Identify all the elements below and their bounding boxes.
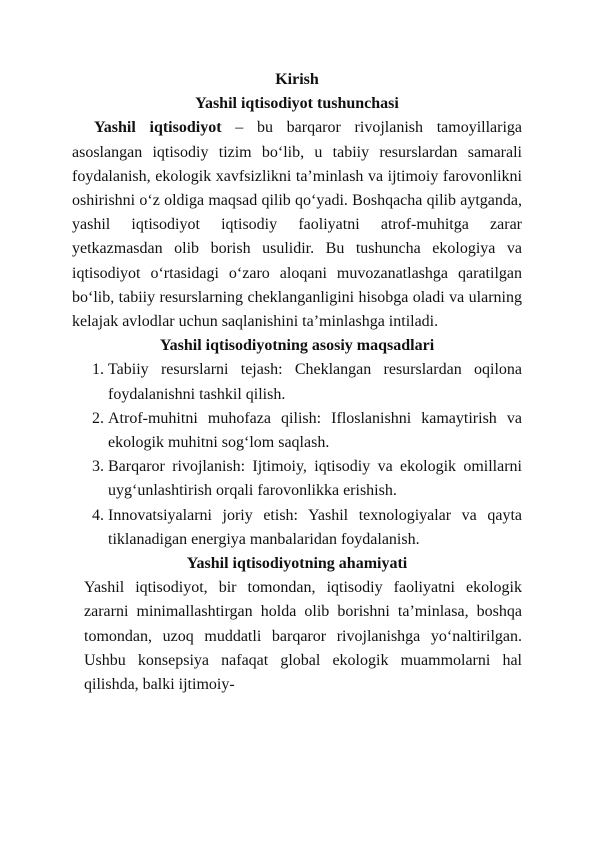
goals-list: [72, 358, 522, 552]
section-heading-goals: Yashil iqtisodiyotning asosiy maqsadlari: [159, 337, 435, 355]
section-heading-importance: Yashil iqtisodiyotning ahamiyati: [186, 555, 408, 573]
intro-term: Yashil iqtisodiyot: [94, 119, 222, 137]
goal-item: 4. Innovatsiyalarni joriy etish: Yashil texnologiyalar va qayta tiklanadigan energiya manbalaridan foydalanish.: [108, 504, 522, 552]
document-page: [72, 68, 522, 697]
goal-item: 1. Tabiiy resurslarni tejash: Cheklangan resurslardan oqilona foydalanishni tashkil qilish.: [108, 358, 522, 406]
section-heading-concept: Yashil iqtisodiyot tushunchasi: [195, 95, 399, 113]
document-title: Kirish: [275, 71, 319, 88]
goal-item: 2. Atrof-muhitni muhofaza qilish: Ifloslanishni kamaytirish va ekologik muhitni sog‘lom saqlash.: [108, 407, 522, 455]
goal-item: 3. Barqaror rivojlanish: Ijtimoiy, iqtisodiy va ekologik omillarni uyg‘unlashtirish orqali farovonlikka erishish.: [108, 455, 522, 503]
intro-paragraph: [72, 116, 522, 334]
intro-text: – bu barqaror rivojlanish tamoyillariga asoslangan iqtisodiy tizim bo‘lib, u tabiiy resurslardan samarali foydalanish, ekologik xavfsizlikni ta’minlash va ijtimoiy farovonlikni oshirishni o‘z oldiga maqsad qilib qo‘yadi. Boshqacha qilib aytganda, yashil iqtisodiyot iqtisodiy faoliyatni atrof-muhitga zarar yetkazmasdan olib borish usulidir. Bu tushuncha ekologiya va iqtisodiyot o‘rtasidagi o‘zaro aloqani muvozanatlashga qaratilgan bo‘lib, tabiiy resurslarning cheklanganligini hisobga oladi va ularning kelajak avlodlar uchun saqlanishini ta’minlashga intiladi.: [72, 119, 523, 331]
importance-paragraph: Yashil iqtisodiyot, bir tomondan, iqtisodiy faoliyatni ekologik zararni minimallashtirgan holda olib borishni ta’minlasa, boshqa tomondan, uzoq muddatli barqaror rivojlanishga yo‘naltirilgan. Ushbu konsepsiya nafaqat global ekologik muammolarni hal qilishda, balki ijtimoiy-: [84, 579, 522, 694]
